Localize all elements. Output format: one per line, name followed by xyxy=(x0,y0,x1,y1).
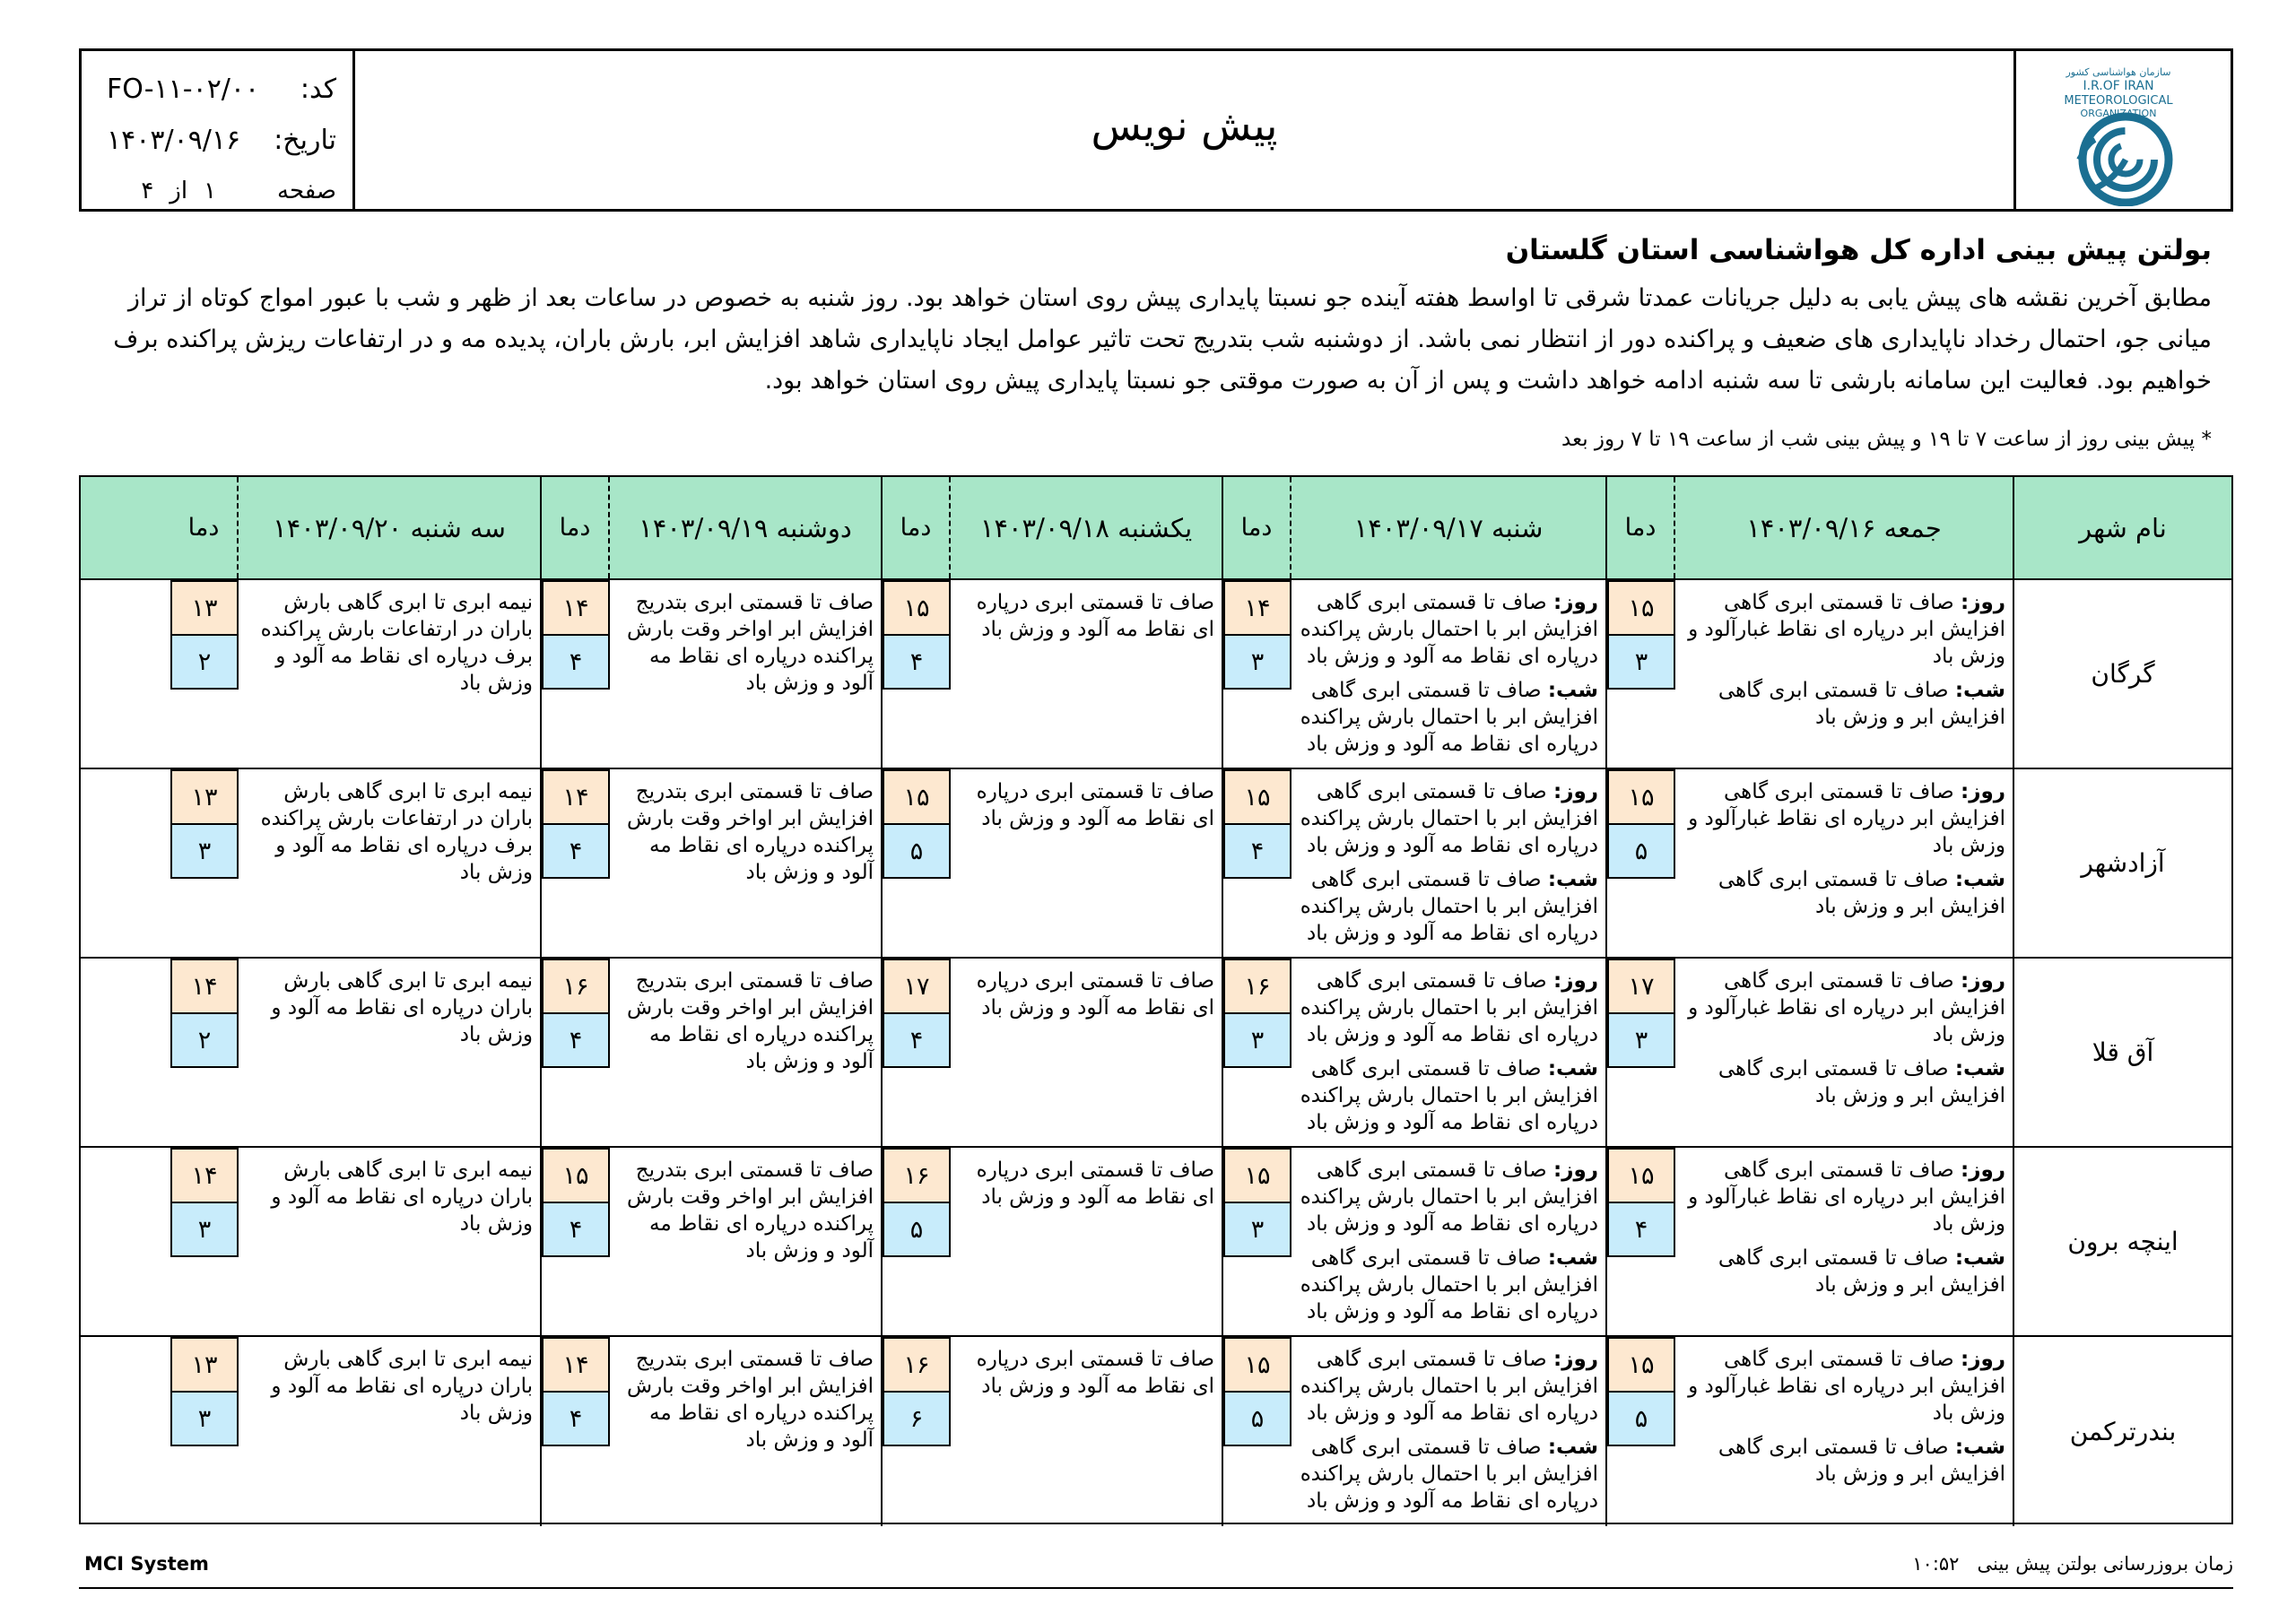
temperature-pair xyxy=(883,769,951,957)
forecast-text xyxy=(239,1337,540,1526)
temperature-pair xyxy=(170,1148,239,1335)
night-forecast xyxy=(1681,866,2005,920)
day-forecast xyxy=(1297,1346,1598,1427)
forecast-summary: صاف تا قسمتی ابری بتدریج افزایش ابر اواخر وقت بارش پراکنده درپاره ای نقاط مه آلود و وزش باد xyxy=(627,1159,874,1263)
max-temp: ۱۵ xyxy=(1223,1337,1292,1393)
max-temp: ۱۴ xyxy=(170,959,239,1014)
temperature-pair xyxy=(883,1148,951,1335)
forecast-cell xyxy=(540,959,881,1146)
day-forecast xyxy=(1681,1346,2005,1427)
day-forecast-text: صاف تا قسمتی ابری گاهی افزایش ابر درپاره ای نقاط غبارآلود و وزش باد xyxy=(1688,1159,2005,1236)
temperature-pair xyxy=(1607,580,1675,768)
temperature-pair xyxy=(542,959,610,1146)
forecast-text xyxy=(610,1337,881,1526)
day-forecast xyxy=(1681,778,2005,859)
forecast-cell xyxy=(540,1337,881,1526)
day-forecast xyxy=(1297,968,1598,1048)
forecast-summary: صاف تا قسمتی ابری درپاره ای نقاط مه آلود و وزش باد xyxy=(976,780,1214,830)
min-temp: ۴ xyxy=(542,1202,610,1257)
logo-text-en-2: METEOROLOGICAL xyxy=(2063,94,2173,108)
logo-text-en-3: ORGANIZATION xyxy=(2080,108,2156,119)
min-temp: ۴ xyxy=(542,1391,610,1446)
forecast-summary: صاف تا قسمتی ابری درپاره ای نقاط مه آلود و وزش باد xyxy=(976,1348,1214,1398)
day-forecast xyxy=(1681,1157,2005,1237)
day-title: یکشنبه ۱۴۰۳/۰۹/۱۸ xyxy=(979,512,1193,543)
min-temp: ۴ xyxy=(883,634,951,690)
night-forecast xyxy=(1681,677,2005,731)
day-label: روز: xyxy=(1553,1348,1598,1371)
day-title: دوشنبه ۱۴۰۳/۰۹/۱۹ xyxy=(639,512,852,543)
forecast-text xyxy=(951,959,1222,1146)
page-label: صفحه xyxy=(277,178,336,204)
min-temp: ۴ xyxy=(542,1012,610,1068)
max-temp: ۱۵ xyxy=(1607,1337,1675,1393)
forecast-text xyxy=(1292,1337,1605,1526)
forecast-text xyxy=(610,1148,881,1335)
night-label: شب: xyxy=(1547,1246,1598,1270)
min-temp: ۵ xyxy=(883,823,951,879)
min-temp: ۳ xyxy=(170,1202,239,1257)
day-forecast xyxy=(1681,589,2005,670)
day-forecast xyxy=(1681,968,2005,1048)
city-name: آزادشهر xyxy=(2013,769,2231,957)
day-label: روز: xyxy=(1553,591,1598,614)
forecast-text xyxy=(610,580,881,768)
forecast-cell xyxy=(1222,1148,1605,1335)
day-label: روز: xyxy=(1961,969,2005,993)
min-temp: ۵ xyxy=(1607,823,1675,879)
page-total: ۴ xyxy=(141,178,154,204)
forecast-cell xyxy=(1605,1337,2013,1526)
city-header: نام شهر xyxy=(2013,477,2231,578)
night-forecast-text: صاف تا قسمتی ابری گاهی افزایش ابر با احتمال بارش پراکنده درپاره ای نقاط مه آلود و وزش باد xyxy=(1300,1057,1598,1134)
forecast-cell xyxy=(1222,959,1605,1146)
night-forecast xyxy=(1297,677,1598,758)
max-temp: ۱۶ xyxy=(1223,959,1292,1014)
day-label: روز: xyxy=(1961,1348,2005,1371)
temperature-pair xyxy=(1223,769,1292,957)
forecast-cell xyxy=(1605,769,2013,957)
min-temp: ۴ xyxy=(542,823,610,879)
forecast-text xyxy=(1675,1148,2013,1335)
day-forecast-text: صاف تا قسمتی ابری گاهی افزایش ابر درپاره ای نقاط غبارآلود و وزش باد xyxy=(1688,780,2005,857)
max-temp: ۱۶ xyxy=(883,1337,951,1393)
night-label: شب: xyxy=(1954,1057,2005,1081)
max-temp: ۱۵ xyxy=(1607,769,1675,825)
day-forecast-text: صاف تا قسمتی ابری گاهی افزایش ابر با احتمال بارش پراکنده درپاره ای نقاط مه آلود و وزش باد xyxy=(1300,591,1598,668)
organization-logo xyxy=(2013,51,2231,209)
night-forecast-text: صاف تا قسمتی ابری گاهی افزایش ابر و وزش باد xyxy=(1718,1057,2005,1107)
min-temp: ۳ xyxy=(1223,634,1292,690)
night-forecast-text: صاف تا قسمتی ابری گاهی افزایش ابر و وزش باد xyxy=(1718,1246,2005,1297)
table-row xyxy=(81,1148,2231,1337)
day-title: سه شنبه ۱۴۰۳/۰۹/۲۰ xyxy=(273,512,506,543)
table-row xyxy=(81,959,2231,1148)
forecast-table xyxy=(79,475,2233,1524)
max-temp: ۱۷ xyxy=(883,959,951,1014)
forecast-summary: صاف تا قسمتی ابری درپاره ای نقاط مه آلود و وزش باد xyxy=(976,591,1214,641)
forecast-summary: نیمه ابری تا ابری گاهی بارش باران درپاره ای نقاط مه آلود و وزش باد xyxy=(271,969,533,1046)
max-temp: ۱۶ xyxy=(883,1148,951,1203)
night-label: شب: xyxy=(1547,1057,1598,1081)
temp-header: دما xyxy=(1607,477,1675,578)
max-temp: ۱۴ xyxy=(542,1337,610,1393)
temp-header: دما xyxy=(542,477,610,578)
temperature-pair xyxy=(170,580,239,768)
night-forecast-text: صاف تا قسمتی ابری گاهی افزایش ابر با احتمال بارش پراکنده درپاره ای نقاط مه آلود و وزش باد xyxy=(1300,679,1598,756)
forecast-text xyxy=(951,1148,1222,1335)
document-header xyxy=(79,48,2233,212)
bulletin-note: * پیش بینی روز از ساعت ۷ تا ۱۹ و پیش بینی شب از ساعت ۱۹ تا ۷ روز بعد xyxy=(1561,428,2212,451)
max-temp: ۱۴ xyxy=(1223,580,1292,636)
forecast-cell xyxy=(881,580,1222,768)
night-forecast xyxy=(1297,866,1598,947)
day-label: روز: xyxy=(1961,780,2005,803)
min-temp: ۲ xyxy=(170,1012,239,1068)
max-temp: ۱۳ xyxy=(170,1337,239,1393)
system-name: MCI System xyxy=(84,1553,209,1575)
night-forecast-text: صاف تا قسمتی ابری گاهی افزایش ابر و وزش باد xyxy=(1718,1436,2005,1486)
temperature-pair xyxy=(1607,1148,1675,1335)
day-forecast-text: صاف تا قسمتی ابری گاهی افزایش ابر با احتمال بارش پراکنده درپاره ای نقاط مه آلود و وزش باد xyxy=(1300,969,1598,1046)
max-temp: ۱۴ xyxy=(170,1148,239,1203)
min-temp: ۳ xyxy=(1223,1202,1292,1257)
forecast-cell xyxy=(881,959,1222,1146)
temp-header: دما xyxy=(1223,477,1292,578)
max-temp: ۱۵ xyxy=(1607,1148,1675,1203)
update-time: ۱۰:۵۲ xyxy=(1912,1553,1960,1575)
night-forecast-text: صاف تا قسمتی ابری گاهی افزایش ابر و وزش باد xyxy=(1718,679,2005,729)
forecast-text xyxy=(1292,769,1605,957)
forecast-summary: نیمه ابری تا ابری گاهی بارش باران درپاره ای نقاط مه آلود و وزش باد xyxy=(271,1348,533,1425)
forecast-text xyxy=(239,580,540,768)
day-label: روز: xyxy=(1961,591,2005,614)
night-forecast xyxy=(1297,1055,1598,1136)
day-label: روز: xyxy=(1553,969,1598,993)
day-label: روز: xyxy=(1553,780,1598,803)
min-temp: ۴ xyxy=(542,634,610,690)
day-forecast-text: صاف تا قسمتی ابری گاهی افزایش ابر درپاره ای نقاط غبارآلود و وزش باد xyxy=(1688,591,2005,668)
min-temp: ۵ xyxy=(1607,1391,1675,1446)
forecast-cell xyxy=(170,580,540,768)
max-temp: ۱۶ xyxy=(542,959,610,1014)
max-temp: ۱۵ xyxy=(542,1148,610,1203)
forecast-summary: صاف تا قسمتی ابری بتدریج افزایش ابر اواخر وقت بارش پراکنده درپاره ای نقاط مه آلود و وزش باد xyxy=(627,591,874,695)
day-forecast xyxy=(1297,1157,1598,1237)
temperature-pair xyxy=(170,959,239,1146)
forecast-summary: صاف تا قسمتی ابری بتدریج افزایش ابر اواخر وقت بارش پراکنده درپاره ای نقاط مه آلود و وزش باد xyxy=(627,1348,874,1452)
forecast-text xyxy=(610,769,881,957)
day-forecast-text: صاف تا قسمتی ابری گاهی افزایش ابر درپاره ای نقاط غبارآلود و وزش باد xyxy=(1688,1348,2005,1425)
max-temp: ۱۳ xyxy=(170,769,239,825)
forecast-text xyxy=(1292,580,1605,768)
temp-header: دما xyxy=(883,477,951,578)
temperature-pair xyxy=(542,1337,610,1526)
min-temp: ۶ xyxy=(883,1391,951,1446)
update-info xyxy=(1912,1553,2233,1575)
meteorological-logo-icon xyxy=(2025,54,2222,206)
forecast-summary: نیمه ابری تا ابری گاهی بارش باران در ارتفاعات بارش پراکنده برف درپاره ای نقاط مه آلود و وزش باد xyxy=(260,591,533,695)
min-temp: ۳ xyxy=(170,823,239,879)
page-footer xyxy=(79,1553,2233,1589)
night-label: شب: xyxy=(1547,1436,1598,1459)
max-temp: ۱۵ xyxy=(1223,769,1292,825)
max-temp: ۱۴ xyxy=(542,769,610,825)
forecast-text xyxy=(239,959,540,1146)
page-of: از xyxy=(170,178,188,204)
table-row xyxy=(81,1337,2231,1526)
date-value: ۱۴۰۳/۰۹/۱۶ xyxy=(107,125,241,156)
forecast-cell xyxy=(881,769,1222,957)
day-title: جمعه ۱۴۰۳/۰۹/۱۶ xyxy=(1746,512,1942,543)
forecast-text xyxy=(1292,1148,1605,1335)
night-label: شب: xyxy=(1954,1246,2005,1270)
min-temp: ۴ xyxy=(883,1012,951,1068)
temperature-pair xyxy=(542,769,610,957)
city-name: بندرترکمن xyxy=(2013,1337,2231,1526)
day-header-5 xyxy=(170,477,540,578)
code-label: کد: xyxy=(300,74,336,105)
city-name: گرگان xyxy=(2013,580,2231,768)
forecast-text xyxy=(951,580,1222,768)
temperature-pair xyxy=(1607,769,1675,957)
forecast-cell xyxy=(540,1148,881,1335)
max-temp: ۱۵ xyxy=(1223,1148,1292,1203)
day-label: روز: xyxy=(1553,1159,1598,1182)
forecast-cell xyxy=(170,1148,540,1335)
forecast-text xyxy=(1292,959,1605,1146)
city-name: آق قلا xyxy=(2013,959,2231,1146)
bulletin-paragraph: مطابق آخرین نقشه های پیش یابی به دلیل جریانات عمدتا شرقی تا اواسط هفته آینده جو نسبتا پایداری پیش روی استان خواهد بود. روز شنبه به خصوص در ساعات بعد از ظهر و شب با عبور امواج کوتاه از تراز میانی جو، احتمال رخداد ناپایداری های ضعیف و پراکنده دور از انتظار نمی باشد. از دوشنبه شب بتدریج تحت تاثیر عوامل ایجاد ناپایداری شاهد افزایش ابر، بارش باران، پدیده مه و در ارتفاعات ریزش پراکنده برف خواهیم بود. فعالیت این سامانه بارشی تا سه شنبه ادامه خواهد داشت و پس از آن به صورت موقتی جو نسبتا پایداری پیش روی استان خواهد بود. xyxy=(113,284,2212,395)
page-number: ۱ xyxy=(204,178,217,204)
min-temp: ۵ xyxy=(883,1202,951,1257)
day-header-4 xyxy=(540,477,881,578)
min-temp: ۴ xyxy=(1607,1202,1675,1257)
forecast-text xyxy=(951,769,1222,957)
night-label: شب: xyxy=(1954,679,2005,702)
min-temp: ۵ xyxy=(1223,1391,1292,1446)
temperature-pair xyxy=(1607,1337,1675,1526)
night-forecast-text: صاف تا قسمتی ابری گاهی افزایش ابر با احتمال بارش پراکنده درپاره ای نقاط مه آلود و وزش باد xyxy=(1300,868,1598,945)
max-temp: ۱۳ xyxy=(170,580,239,636)
max-temp: ۱۵ xyxy=(883,769,951,825)
forecast-text xyxy=(951,1337,1222,1526)
max-temp: ۱۷ xyxy=(1607,959,1675,1014)
day-header-3 xyxy=(881,477,1222,578)
min-temp: ۴ xyxy=(1223,823,1292,879)
forecast-cell xyxy=(540,580,881,768)
forecast-cell xyxy=(881,1148,1222,1335)
document-title: پیش نویس xyxy=(1091,101,1278,150)
max-temp: ۱۵ xyxy=(1607,580,1675,636)
date-label: تاریخ: xyxy=(274,125,336,156)
night-forecast xyxy=(1297,1245,1598,1325)
code-value: FO-۱۱-۰۲/۰۰ xyxy=(107,74,260,105)
min-temp: ۳ xyxy=(170,1391,239,1446)
night-label: شب: xyxy=(1547,868,1598,891)
night-forecast xyxy=(1297,1434,1598,1515)
temperature-pair xyxy=(170,769,239,957)
forecast-cell xyxy=(170,769,540,957)
day-forecast-text: صاف تا قسمتی ابری گاهی افزایش ابر درپاره ای نقاط غبارآلود و وزش باد xyxy=(1688,969,2005,1046)
forecast-summary: صاف تا قسمتی ابری درپاره ای نقاط مه آلود و وزش باد xyxy=(976,1159,1214,1209)
forecast-cell xyxy=(1222,1337,1605,1526)
temperature-pair xyxy=(542,580,610,768)
table-header-row xyxy=(81,477,2231,580)
night-forecast-text: صاف تا قسمتی ابری گاهی افزایش ابر با احتمال بارش پراکنده درپاره ای نقاط مه آلود و وزش باد xyxy=(1300,1246,1598,1324)
temperature-pair xyxy=(1607,959,1675,1146)
day-title: شنبه ۱۴۰۳/۰۹/۱۷ xyxy=(1353,512,1544,543)
min-temp: ۳ xyxy=(1607,634,1675,690)
update-label: زمان بروزرسانی بولتن پیش بینی xyxy=(1977,1553,2233,1575)
temperature-pair xyxy=(1223,959,1292,1146)
night-forecast xyxy=(1681,1434,2005,1488)
forecast-text xyxy=(1675,1337,2013,1526)
night-forecast-text: صاف تا قسمتی ابری گاهی افزایش ابر و وزش باد xyxy=(1718,868,2005,918)
forecast-text xyxy=(239,1148,540,1335)
temperature-pair xyxy=(1223,1337,1292,1526)
temperature-pair xyxy=(883,959,951,1146)
day-label: روز: xyxy=(1961,1159,2005,1182)
forecast-text xyxy=(1675,769,2013,957)
forecast-text xyxy=(1675,959,2013,1146)
forecast-summary: صاف تا قسمتی ابری بتدریج افزایش ابر اواخر وقت بارش پراکنده درپاره ای نقاط مه آلود و وزش باد xyxy=(627,780,874,884)
day-forecast xyxy=(1297,778,1598,859)
night-label: شب: xyxy=(1954,1436,2005,1459)
night-label: شب: xyxy=(1954,868,2005,891)
logo-text-en-1: I.R.OF IRAN xyxy=(2082,79,2154,93)
forecast-cell xyxy=(1605,959,2013,1146)
forecast-summary: صاف تا قسمتی ابری درپاره ای نقاط مه آلود و وزش باد xyxy=(976,969,1214,1020)
forecast-text xyxy=(1675,580,2013,768)
temperature-pair xyxy=(542,1148,610,1335)
day-forecast-text: صاف تا قسمتی ابری گاهی افزایش ابر با احتمال بارش پراکنده درپاره ای نقاط مه آلود و وزش باد xyxy=(1300,1348,1598,1425)
forecast-cell xyxy=(540,769,881,957)
night-label: شب: xyxy=(1547,679,1598,702)
forecast-summary: نیمه ابری تا ابری گاهی بارش باران در ارتفاعات بارش پراکنده برف درپاره ای نقاط مه آلود و وزش باد xyxy=(260,780,533,884)
forecast-cell xyxy=(1222,769,1605,957)
temp-header: دما xyxy=(170,477,239,578)
temperature-pair xyxy=(1223,1148,1292,1335)
temperature-pair xyxy=(883,1337,951,1526)
day-header-2 xyxy=(1222,477,1605,578)
night-forecast xyxy=(1681,1245,2005,1298)
temperature-pair xyxy=(1223,580,1292,768)
table-row xyxy=(81,580,2231,769)
forecast-cell xyxy=(170,959,540,1146)
day-header-1 xyxy=(1605,477,2013,578)
night-forecast-text: صاف تا قسمتی ابری گاهی افزایش ابر با احتمال بارش پراکنده درپاره ای نقاط مه آلود و وزش باد xyxy=(1300,1436,1598,1513)
min-temp: ۳ xyxy=(1223,1012,1292,1068)
min-temp: ۳ xyxy=(1607,1012,1675,1068)
forecast-cell xyxy=(881,1337,1222,1526)
day-forecast-text: صاف تا قسمتی ابری گاهی افزایش ابر با احتمال بارش پراکنده درپاره ای نقاط مه آلود و وزش باد xyxy=(1300,1159,1598,1236)
city-name: اینچه برون xyxy=(2013,1148,2231,1335)
max-temp: ۱۵ xyxy=(883,580,951,636)
forecast-summary: نیمه ابری تا ابری گاهی بارش باران درپاره ای نقاط مه آلود و وزش باد xyxy=(271,1159,533,1236)
bulletin-title: بولتن پیش بینی اداره کل هواشناسی استان گلستان xyxy=(1505,234,2212,266)
forecast-text xyxy=(239,769,540,957)
forecast-cell xyxy=(1222,580,1605,768)
document-meta xyxy=(82,51,355,209)
forecast-text xyxy=(610,959,881,1146)
logo-text-fa: سازمان هواشناسی کشور xyxy=(2065,66,2171,78)
max-temp: ۱۴ xyxy=(542,580,610,636)
min-temp: ۲ xyxy=(170,634,239,690)
temperature-pair xyxy=(170,1337,239,1526)
night-forecast xyxy=(1681,1055,2005,1109)
day-forecast-text: صاف تا قسمتی ابری گاهی افزایش ابر با احتمال بارش پراکنده درپاره ای نقاط مه آلود و وزش باد xyxy=(1300,780,1598,857)
day-forecast xyxy=(1297,589,1598,670)
temperature-pair xyxy=(883,580,951,768)
forecast-cell xyxy=(170,1337,540,1526)
forecast-cell xyxy=(1605,1148,2013,1335)
forecast-summary: صاف تا قسمتی ابری بتدریج افزایش ابر اواخر وقت بارش پراکنده درپاره ای نقاط مه آلود و وزش باد xyxy=(627,969,874,1073)
forecast-cell xyxy=(1605,580,2013,768)
table-row xyxy=(81,769,2231,959)
